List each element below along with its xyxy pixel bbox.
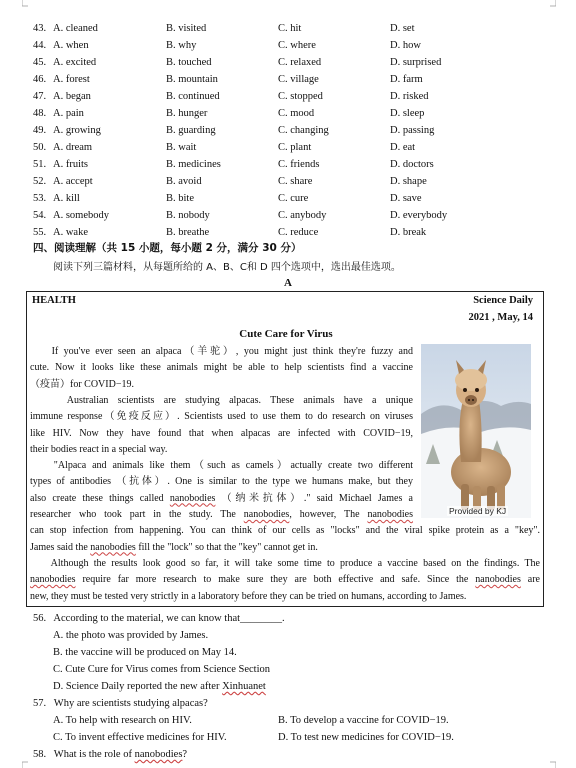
cloze-question-row	[0, 190, 576, 207]
question-number: 44.	[33, 40, 47, 51]
article-line	[30, 474, 413, 490]
option-b: B. visited	[166, 23, 207, 34]
option-b: B. nobody	[166, 210, 210, 221]
option-c: C. relaxed	[278, 57, 322, 68]
option-d: D. eat	[390, 142, 416, 153]
answer-option	[53, 678, 266, 695]
option-d: D. break	[390, 227, 427, 238]
article-line	[30, 426, 413, 442]
text-span: B. the vaccine will be produced on May 14.	[53, 647, 237, 658]
option-a: A. pain	[53, 108, 84, 119]
option-c: C. village	[278, 74, 319, 85]
cloze-question-row	[0, 37, 576, 54]
text-span: can stop infection from happening. You can think of our cells as "locks" and the viral spike protein as a "key".	[30, 525, 540, 537]
article-title: Cute Care for Virus	[239, 328, 333, 340]
article-line	[30, 540, 540, 556]
instructions: 阅读下列三篇材料，从每题所给的 A、B、C和 D 四个选项中，选出最佳选项。	[53, 262, 401, 273]
text-span: also create these things called	[30, 492, 170, 504]
question-number: 45.	[33, 57, 47, 68]
question-number: 49.	[33, 125, 47, 136]
text-span: , however, The	[289, 509, 368, 520]
text-span: 56. According to the material, we can know that________.	[33, 613, 285, 624]
cloze-question-row	[0, 224, 576, 241]
text-span: cute. Now it looks like these animals might be able to help scientists find a vaccine	[30, 362, 413, 374]
option-c: C. cure	[278, 193, 309, 204]
option-c: C. anybody	[278, 210, 327, 221]
crop-mark-icon	[548, 0, 556, 8]
option-c: C. plant	[278, 142, 312, 153]
answer-option	[53, 644, 237, 661]
option-d: D. everybody	[390, 210, 448, 221]
option-c: C. mood	[278, 108, 315, 119]
question-number: 50.	[33, 142, 47, 153]
question-number: 46.	[33, 74, 47, 85]
term-nanobodies: nanobodies	[30, 574, 76, 586]
article-source: Science Daily	[473, 295, 533, 306]
cloze-question-row	[0, 105, 576, 122]
option-a: A. fruits	[53, 159, 88, 170]
option-a: A. somebody	[53, 210, 109, 221]
text-span: types of antibodies （抗体）. One is similar to the type we humans make, but they	[30, 476, 413, 488]
option-b: B. breathe	[166, 227, 210, 238]
text-span: （纳米抗体）." said Michael James a	[215, 492, 413, 504]
option-c: C. changing	[278, 125, 329, 136]
text-span: "Alpaca and animals like them（such as camels）actually create two different	[30, 460, 413, 472]
text-span: A. To help with research on HIV.	[53, 715, 192, 726]
cloze-question-row	[0, 20, 576, 37]
text-span: like HIV. Now they have found that when alpacas are infected with COVID−19,	[30, 427, 413, 439]
term-nanobodies: nanobodies	[134, 749, 183, 760]
option-a: A. when	[53, 40, 89, 51]
text-span: （疫苗）for COVID−19.	[30, 378, 134, 390]
section-heading: 四、阅读理解（共 15 小题，每小题 2 分，满分 30 分）	[33, 242, 302, 254]
question-number: 43.	[33, 23, 47, 34]
text-span: immune response（免疫反应）. Scientists used to use them to do research on viruses	[30, 411, 413, 423]
article-line	[30, 523, 540, 539]
option-a: A. cleaned	[53, 23, 98, 34]
option-c: C. hit	[278, 23, 302, 34]
answer-option	[53, 627, 208, 644]
text-span: C. Cute Cure for Virus comes from Science Section	[53, 664, 271, 675]
term-xinhuanet: Xinhuanet	[222, 681, 266, 692]
term-nanobodies: nanobodies	[169, 492, 216, 504]
text-span: 57. Why are scientists studying alpacas?	[33, 698, 208, 709]
question-number: 54.	[33, 210, 47, 221]
option-b: B. medicines	[166, 159, 221, 170]
cloze-question-row	[0, 139, 576, 156]
question-number: 48.	[33, 108, 47, 119]
question-number: 55.	[33, 227, 47, 238]
option-a: A. forest	[53, 74, 90, 85]
article-line	[30, 458, 413, 474]
cloze-question-row	[0, 156, 576, 173]
text-span: C. To invent effective medicines for HIV.	[53, 732, 227, 743]
term-nanobodies: nanobodies	[475, 574, 521, 586]
text-span: Although the results look good so far, it will take some time to produce a vaccine based on the findings. The	[30, 557, 540, 569]
photo-caption: Provided by KJ	[449, 506, 507, 516]
option-d: D. save	[390, 193, 422, 204]
article-line	[30, 393, 413, 409]
option-a: A. wake	[53, 227, 88, 238]
question-stem	[33, 746, 187, 763]
option-d: D. set	[390, 23, 415, 34]
text-span: B. To develop a vaccine for COVID−19.	[278, 715, 449, 726]
answer-option	[278, 712, 449, 729]
option-c: C. friends	[278, 159, 320, 170]
crop-mark-icon	[22, 760, 30, 768]
option-a: A. began	[53, 91, 91, 102]
option-c: C. share	[278, 176, 313, 187]
article-line	[30, 377, 413, 393]
cloze-question-row	[0, 122, 576, 139]
option-d: D. doctors	[390, 159, 434, 170]
text-span: new, they must be tested very strictly in a laboratory before they can be tried on humans, according to James.	[30, 590, 467, 602]
option-a: A. accept	[53, 176, 93, 187]
option-b: B. continued	[166, 91, 220, 102]
option-b: B. hunger	[166, 108, 208, 119]
option-b: B. wait	[166, 142, 197, 153]
text-span: A. the photo was provided by James.	[53, 630, 209, 641]
article-line	[30, 556, 540, 572]
answer-option	[53, 712, 192, 729]
article-line	[30, 360, 413, 376]
option-d: D. passing	[390, 125, 435, 136]
text-span: D. To test new medicines for COVID−19.	[278, 732, 454, 743]
option-d: D. risked	[390, 91, 429, 102]
article-category: HEALTH	[32, 295, 76, 306]
text-span: Australian scientists are studying alpacas. These animals have a unique	[30, 394, 413, 406]
article-line	[30, 589, 540, 605]
article-line	[30, 442, 413, 458]
option-b: B. bite	[166, 193, 194, 204]
question-number: 52.	[33, 176, 47, 187]
question-number: 47.	[33, 91, 47, 102]
option-d: D. how	[390, 40, 421, 51]
text-span: D. Science Daily reported the new after	[53, 681, 223, 692]
article-line	[30, 572, 540, 588]
text-span: ?	[182, 749, 188, 760]
option-b: B. mountain	[166, 74, 218, 85]
option-c: C. reduce	[278, 227, 319, 238]
text-span: require far more research to make sure they are both effective and safe. Since the	[75, 574, 476, 586]
option-d: D. shape	[390, 176, 427, 187]
question-number: 51.	[33, 159, 47, 170]
text-span: fill the "lock" so that the "key" cannot get in.	[135, 541, 318, 553]
option-c: C. where	[278, 40, 316, 51]
cloze-question-row	[0, 173, 576, 190]
text-span: are	[520, 574, 540, 586]
cloze-question-row	[0, 88, 576, 105]
alpaca-photo	[421, 344, 531, 518]
text-span: James said the	[30, 541, 91, 553]
option-d: D. farm	[390, 74, 423, 85]
option-d: D. surprised	[390, 57, 442, 68]
answer-option	[278, 729, 454, 746]
article-line	[30, 344, 413, 360]
text-span: 58. What is the role of	[33, 749, 135, 760]
cloze-question-row	[0, 207, 576, 224]
option-b: B. touched	[166, 57, 212, 68]
text-span: researcher who took part in the study. The	[30, 509, 244, 520]
option-a: A. excited	[53, 57, 97, 68]
text-span: If you've ever seen an alpaca（羊驼）, you might just think they're fuzzy and	[30, 346, 413, 357]
option-a: A. dream	[53, 142, 93, 153]
passage-letter: A	[284, 277, 292, 289]
crop-mark-icon	[548, 760, 556, 768]
crop-mark-icon	[22, 0, 30, 8]
answer-option	[53, 661, 270, 678]
option-b: B. why	[166, 40, 197, 51]
term-nanobodies: nanobodies	[367, 509, 413, 520]
article-box	[26, 291, 544, 607]
option-b: B. guarding	[166, 125, 216, 136]
question-stem	[33, 695, 208, 712]
option-b: B. avoid	[166, 176, 202, 187]
question-stem	[33, 610, 285, 627]
answer-option	[53, 729, 227, 746]
term-nanobodies: nanobodies	[90, 541, 136, 553]
text-span: their bodies react in a special way.	[30, 443, 168, 455]
cloze-question-row	[0, 54, 576, 71]
question-number: 53.	[33, 193, 47, 204]
option-d: D. sleep	[390, 108, 425, 119]
article-line	[30, 507, 413, 523]
article-line	[30, 491, 413, 507]
option-c: C. stopped	[278, 91, 323, 102]
option-a: A. growing	[53, 125, 101, 136]
option-a: A. kill	[53, 193, 80, 204]
term-nanobodies: nanobodies	[243, 509, 290, 520]
article-line	[30, 409, 413, 425]
article-date: 2021 , May, 14	[468, 312, 533, 323]
cloze-question-row	[0, 71, 576, 88]
